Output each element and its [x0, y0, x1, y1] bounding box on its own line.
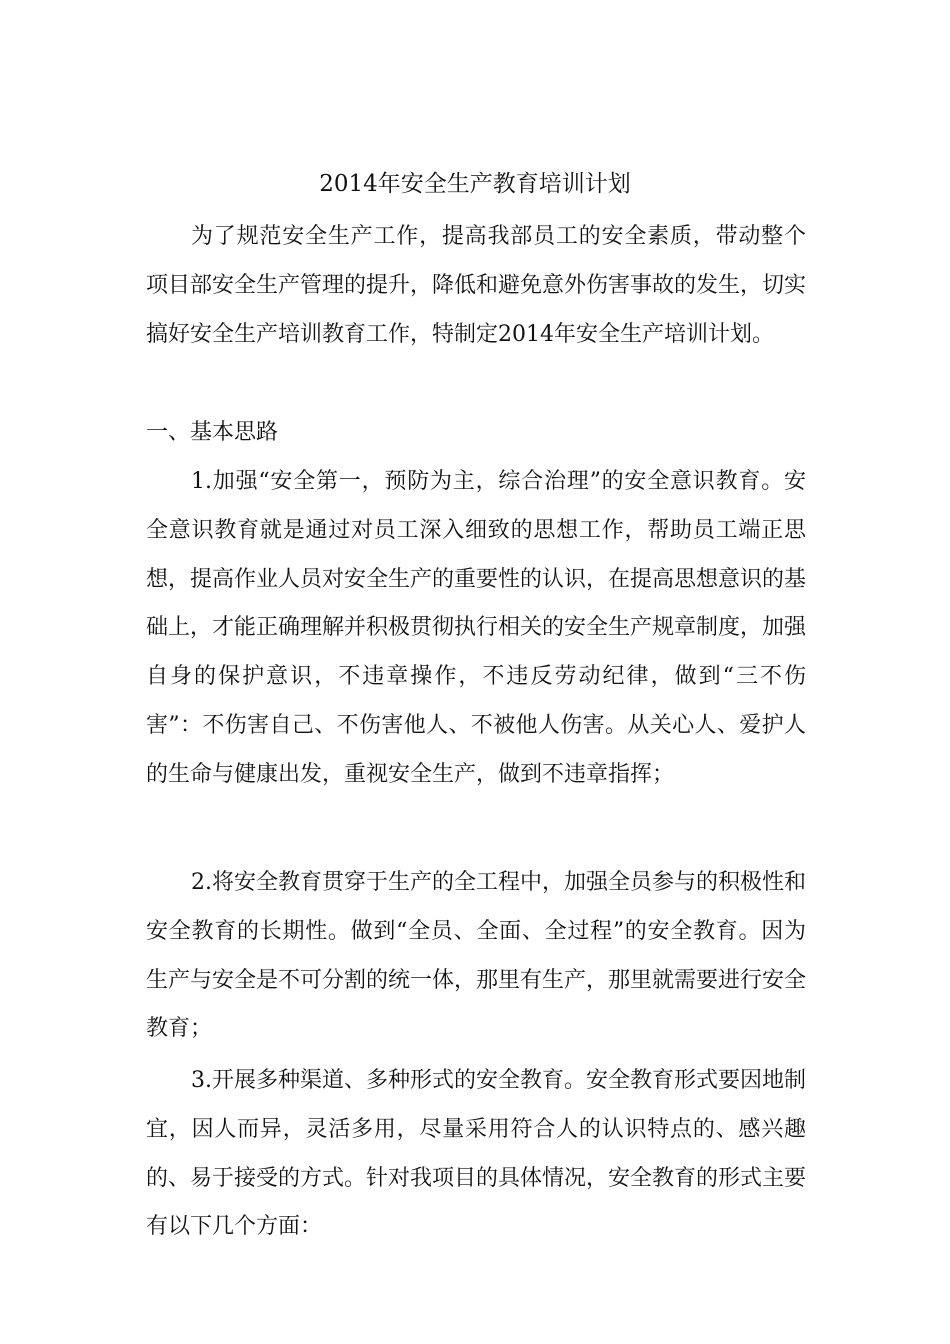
intro-paragraph: 为了规范安全生产工作，提高我部员工的安全素质，带动整个项目部安全生产管理的提升，降低和避免意外伤害事故的发生，切实搞好安全生产培训教育工作，特制定2014年安全生产培训计划。 — [146, 224, 807, 347]
list-item-1: 1.加强“安全第一，预防为主，综合治理”的安全意识教育。安全意识教育就是通过对员工深入细致的思想工作，帮助员工端正思想，提高作业人员对安全生产的重要性的认识，在提高思想意识的基础上，才能正确理解并积极贯彻执行相关的安全生产规章制度，加强自身的保护意识，不违章操作，不违反劳动纪律，做到“三不伤害”：不伤害自己、不伤害他人、不被他人伤害。从关心人、爱护人的生命与健康出发，重视安全生产，做到不违章指挥； — [146, 469, 807, 787]
document-title: 2014年安全生产教育培训计划 — [319, 171, 631, 197]
list-item-2: 2.将安全教育贯穿于生产的全工程中，加强全员参与的积极性和安全教育的长期性。做到“全员、全面、全过程”的安全教育。因为生产与安全是不可分割的统一体，那里有生产，那里就需要进行安全教育； — [146, 870, 807, 1042]
list-item-3: 3.开展多种渠道、多种形式的安全教育。安全教育形式要因地制宜，因人而异，灵活多用，尽量采用符合人的认识特点的、感兴趣的、易于接受的方式。针对我项目的具体情况，安全教育的形式主要有以下几个方面： — [146, 1068, 807, 1240]
section-heading-basic-ideas: 一、基本思路 — [146, 420, 279, 445]
